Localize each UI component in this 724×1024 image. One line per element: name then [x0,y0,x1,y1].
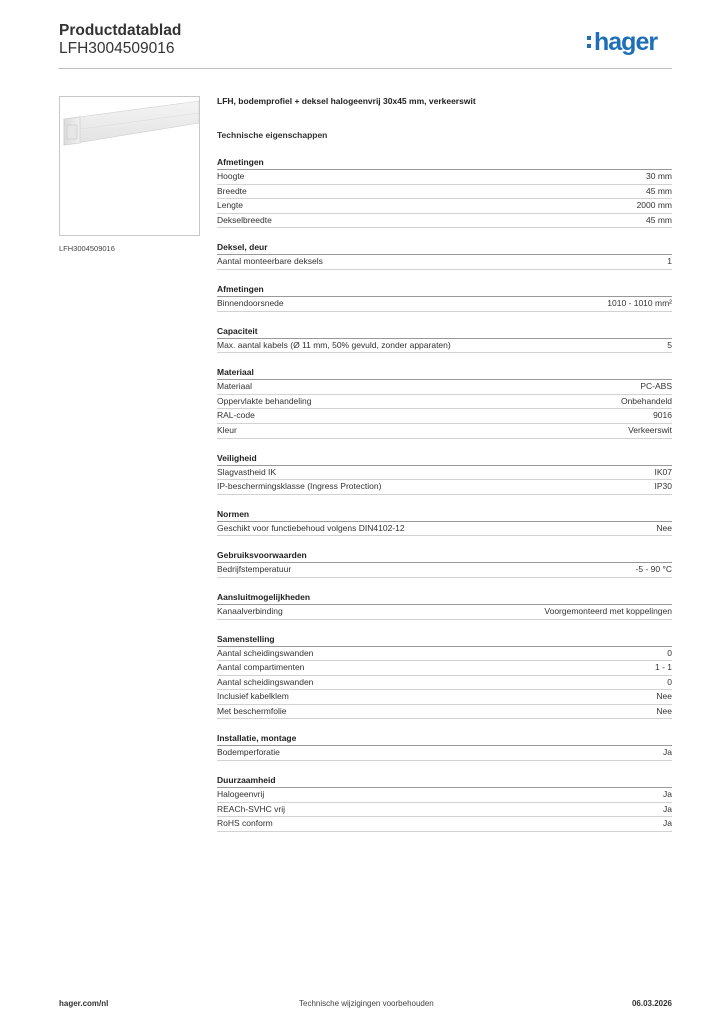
spec-value: PC-ABS [640,381,672,392]
spec-section [217,283,672,312]
spec-row [217,676,672,691]
spec-label: Breedte [217,185,247,196]
spec-label: Bedrijfstemperatuur [217,564,292,575]
spec-value: Nee [656,691,672,702]
spec-label: Aantal compartimenten [217,662,305,673]
spec-label: Oppervlakte behandeling [217,395,312,406]
spec-value: Ja [663,789,672,800]
spec-value: Ja [663,818,672,829]
spec-value: IK07 [654,466,672,477]
spec-label: Geschikt voor functiebehoud volgens DIN4102-12 [217,522,405,533]
footer-date: 06.03.2026 [631,999,672,1008]
logo-text: hager [594,28,658,56]
image-caption: LFH3004509016 [59,244,115,253]
page-title: Productdatablad [59,22,182,39]
spec-label: Binnendoorsnede [217,297,284,308]
spec-label: IP-beschermingsklasse (Ingress Protection) [217,481,382,492]
spec-value: IP30 [654,481,672,492]
spec-value: Nee [656,705,672,716]
spec-row [217,605,672,620]
product-image [59,96,200,236]
spec-label: Kleur [217,424,237,435]
spec-value: 45 mm [646,185,672,196]
spec-section [217,241,672,270]
section-title: Afmetingen [217,283,672,297]
spec-row [217,339,672,354]
technical-properties-title: Technische eigenschappen [217,130,328,140]
spec-label: Bodemperforatie [217,747,280,758]
spec-value: 1010 - 1010 mm² [607,297,672,308]
product-code: LFH3004509016 [59,40,175,57]
spec-row [217,746,672,761]
spec-label: Hoogte [217,171,245,181]
spec-section [217,366,672,438]
spec-label: REACh-SVHC vrij [217,803,286,814]
spec-row [217,705,672,720]
section-title: Installatie, montage [217,732,672,746]
spec-value: Nee [656,522,672,533]
spec-content [217,96,672,832]
hager-logo [594,28,657,57]
section-title: Gebruiksvoorwaarden [217,549,672,563]
spec-value: 2000 mm [636,200,672,211]
spec-row [217,170,672,185]
spec-label: Inclusief kabelklem [217,691,289,702]
spec-row [217,690,672,705]
spec-value: 0 [667,676,672,687]
spec-sections [217,156,672,832]
spec-row [217,817,672,832]
spec-section [217,452,672,495]
spec-row [217,563,672,578]
spec-row [217,297,672,312]
spec-section [217,508,672,537]
spec-section [217,774,672,832]
spec-section [217,549,672,578]
spec-row [217,199,672,214]
spec-value: 30 mm [646,171,672,181]
spec-value: 1 [667,256,672,267]
spec-label: Aantal scheidingswanden [217,647,314,658]
spec-value: 45 mm [646,214,672,225]
cable-duct-icon [60,97,199,235]
spec-row [217,424,672,439]
section-title: Veiligheid [217,452,672,466]
spec-section [217,156,672,228]
section-title: Capaciteit [217,325,672,339]
spec-row [217,803,672,818]
footer-website: hager.com/nl [59,999,109,1008]
spec-row [217,647,672,662]
section-title: Materiaal [217,366,672,380]
spec-section [217,633,672,720]
spec-label: Max. aantal kabels (Ø 11 mm, 50% gevuld, zonder apparaten) [217,339,451,350]
spec-label: Aantal monteerbare deksels [217,256,323,267]
spec-value: Ja [663,747,672,758]
spec-section [217,325,672,354]
spec-label: Met beschermfolie [217,705,287,716]
spec-value: Verkeerswit [628,424,672,435]
spec-row [217,185,672,200]
spec-row [217,255,672,270]
spec-row [217,661,672,676]
spec-row [217,395,672,410]
spec-label: Kanaalverbinding [217,605,283,616]
logo-dots-icon [587,36,592,49]
spec-row [217,466,672,481]
section-title: Aansluitmogelijkheden [217,591,672,605]
spec-value: 0 [667,647,672,658]
spec-label: RoHS conform [217,818,273,829]
spec-value: 5 [667,339,672,350]
spec-label: Slagvastheid IK [217,466,277,477]
spec-row [217,409,672,424]
spec-label: Halogeenvrij [217,789,265,800]
spec-section [217,591,672,620]
footer-disclaimer: Technische wijzigingen voorbehouden [299,999,434,1008]
spec-row [217,380,672,395]
spec-value: 9016 [653,410,672,421]
spec-row [217,480,672,495]
header-divider [59,68,672,69]
product-description: LFH, bodemprofiel + deksel halogeenvrij 30x45 mm, verkeerswit [217,96,476,106]
spec-row [217,214,672,229]
section-title: Duurzaamheid [217,774,672,788]
spec-label: Materiaal [217,381,252,392]
section-title: Afmetingen [217,156,672,170]
spec-value: 1 - 1 [654,662,672,673]
section-title: Deksel, deur [217,241,672,255]
spec-label: Dekselbreedte [217,214,272,225]
section-title: Normen [217,508,672,522]
section-title: Samenstelling [217,633,672,647]
spec-section [217,732,672,761]
spec-row [217,788,672,803]
spec-value: Onbehandeld [620,395,672,406]
spec-row [217,522,672,537]
spec-value: -5 - 90 °C [635,564,672,575]
spec-value: Ja [663,803,672,814]
spec-label: RAL-code [217,410,255,421]
spec-label: Lengte [217,200,243,211]
spec-label: Aantal scheidingswanden [217,676,314,687]
spec-value: Voorgemonteerd met koppelingen [544,605,672,616]
